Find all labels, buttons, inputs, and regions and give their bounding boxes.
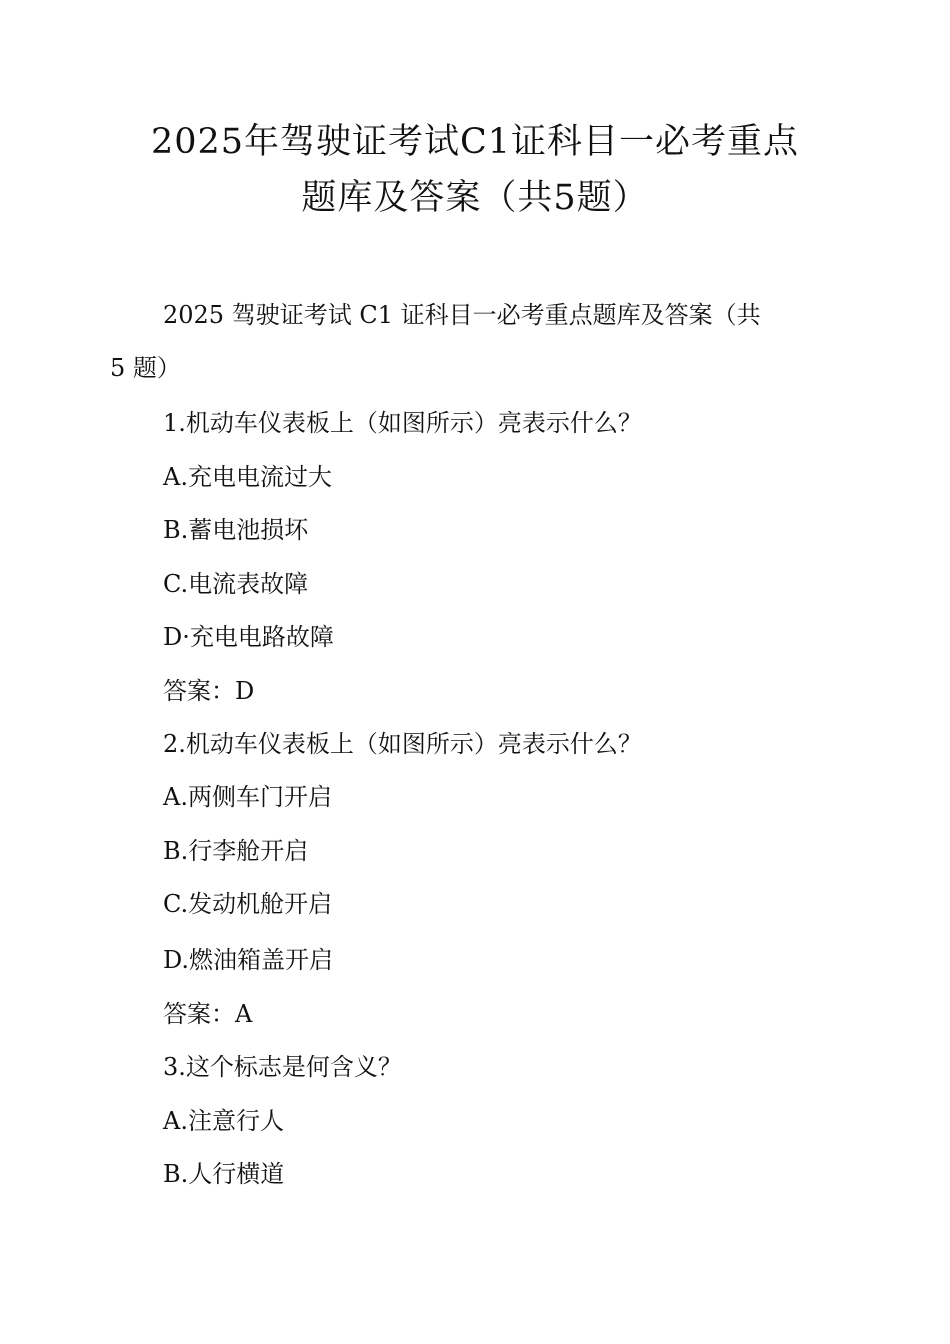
document-title-line-2: 题库及答案（共5题） — [301, 178, 649, 218]
question-2-option-a: A.两侧车门开启 — [163, 783, 332, 811]
question-2: 2.机动车仪表板上（如图所示）亮表示什么？ — [163, 730, 642, 758]
question-3: 3.这个标志是何含义？ — [163, 1053, 402, 1081]
question-3-option-b: B.人行横道 — [163, 1160, 285, 1188]
question-2-option-b: B.行李舱开启 — [163, 837, 309, 865]
question-2-answer: 答案：A — [163, 1000, 253, 1028]
question-1-option-d: D·充电电路故障 — [163, 623, 334, 651]
question-1-option-a: A.充电电流过大 — [163, 463, 332, 491]
question-1-answer: 答案：D — [163, 677, 255, 705]
question-2-option-d: D.燃油箱盖开启 — [163, 946, 334, 974]
intro-line-1: 2025 驾驶证考试 C1 证科目一必考重点题库及答案（共 — [163, 301, 761, 329]
intro-line-2: 5 题） — [110, 354, 181, 382]
question-1-option-c: C.电流表故障 — [163, 570, 309, 598]
question-3-option-a: A.注意行人 — [163, 1107, 284, 1135]
question-2-option-c: C.发动机舱开启 — [163, 890, 333, 918]
document-title-line-1: 2025年驾驶证考试C1证科目一必考重点 — [150, 122, 800, 162]
question-1-option-b: B.蓄电池损坏 — [163, 516, 309, 544]
question-1: 1.机动车仪表板上（如图所示）亮表示什么？ — [163, 409, 642, 437]
